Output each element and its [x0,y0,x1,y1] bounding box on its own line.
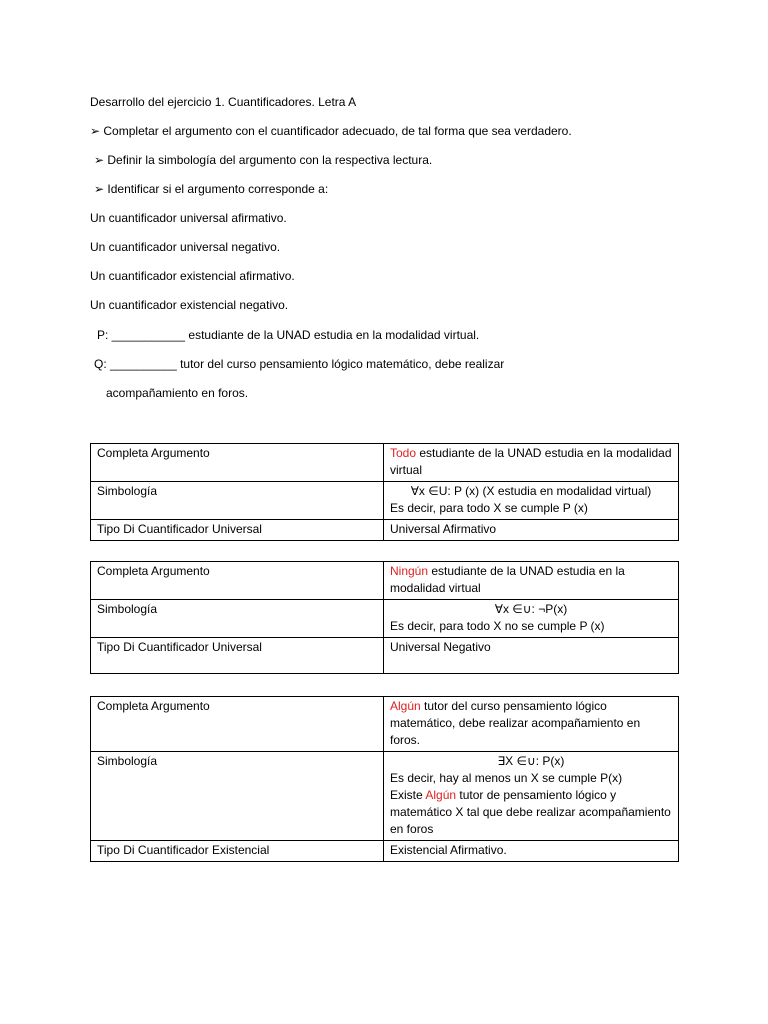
table-cell-type: Existencial Afirmativo. [384,841,679,862]
option-item: Un cuantificador existencial afirmativo. [90,269,295,283]
table-cell-label: Simbología [91,482,384,520]
table-cell-symbology [384,482,679,520]
statement-q: Q: __________ tutor del curso pensamiento lógico matemático, debe realizar [94,357,505,371]
statement-q-continuation: acompañamiento en foros. [106,386,249,400]
table-cell-argument [384,444,679,482]
table-cell-label: Tipo Di Cuantificador Universal [91,520,384,541]
table-cell-label: Completa Argumento [91,697,384,752]
statement-p: P: ___________ estudiante de la UNAD estudia en la modalidad virtual. [97,328,480,342]
option-item: Un cuantificador existencial negativo. [90,298,289,312]
argument-text: estudiante de la UNAD estudia en la modalidad virtual [390,564,625,595]
argument-text: tutor del curso pensamiento lógico matemático, debe realizar acompañamiento en foros. [390,699,641,747]
table-cell-label: Completa Argumento [91,562,384,600]
formula-reading: Es decir, para todo X se cumple P (x) [390,501,588,515]
table-row [91,600,679,638]
table-row [91,520,679,541]
table-cell-symbology [384,600,679,638]
quantifier-table-universal-negative [90,561,679,674]
option-item: Un cuantificador universal afirmativo. [90,211,287,225]
quantifier-table-existential-affirmative [90,696,679,862]
option-item: Un cuantificador universal negativo. [90,240,281,254]
table-row [91,752,679,841]
table-row [91,482,679,520]
table-cell-symbology [384,752,679,841]
bullet-item: ➢ Completar el argumento con el cuantificador adecuado, de tal forma que sea verdadero. [90,124,572,138]
quantifier-table-universal-affirmative [90,443,679,541]
symbolic-formula: ∀x ∈U: P (x) (X estudia en modalidad virtual) [410,484,652,498]
bullet-item: ➢ Definir la simbología del argumento con la respectiva lectura. [94,153,433,167]
formula-reading: Es decir, hay al menos un X se cumple P(x) [390,771,623,785]
bullet-item: ➢ Identificar si el argumento corresponde a: [94,182,329,196]
table-row [91,697,679,752]
table-row [91,562,679,600]
table-row [91,638,679,674]
table-cell-type: Universal Afirmativo [384,520,679,541]
document-heading: Desarrollo del ejercicio 1. Cuantificadores. Letra A [90,95,357,109]
table-cell-argument [384,562,679,600]
table-row [91,841,679,862]
argument-text: estudiante de la UNAD estudia en la modalidad virtual [390,446,672,477]
table-cell-label: Tipo Di Cuantificador Existencial [91,841,384,862]
table-cell-label: Simbología [91,752,384,841]
table-row [91,444,679,482]
formula-reading: Es decir, para todo X no se cumple P (x) [390,619,605,633]
table-cell-label: Tipo Di Cuantificador Universal [91,638,384,674]
table-cell-type: Universal Negativo [384,638,679,674]
table-cell-label: Simbología [91,600,384,638]
table-cell-argument [384,697,679,752]
quantifier-word: Todo [390,446,417,460]
quantifier-word: Algún [425,788,457,802]
symbolic-formula: ∀x ∈∪: ¬P(x) [494,602,568,616]
quantifier-word: Ningún [390,564,429,578]
symbolic-formula: ∃X ∈∪: P(x) [497,754,565,768]
quantifier-word: Algún [390,699,421,713]
table-cell-label: Completa Argumento [91,444,384,482]
extra-reading-prefix: Existe [390,788,426,802]
extra-reading-text: tutor de pensamiento lógico y matemático X tal que debe realizar acompañamiento en foros [390,788,671,836]
